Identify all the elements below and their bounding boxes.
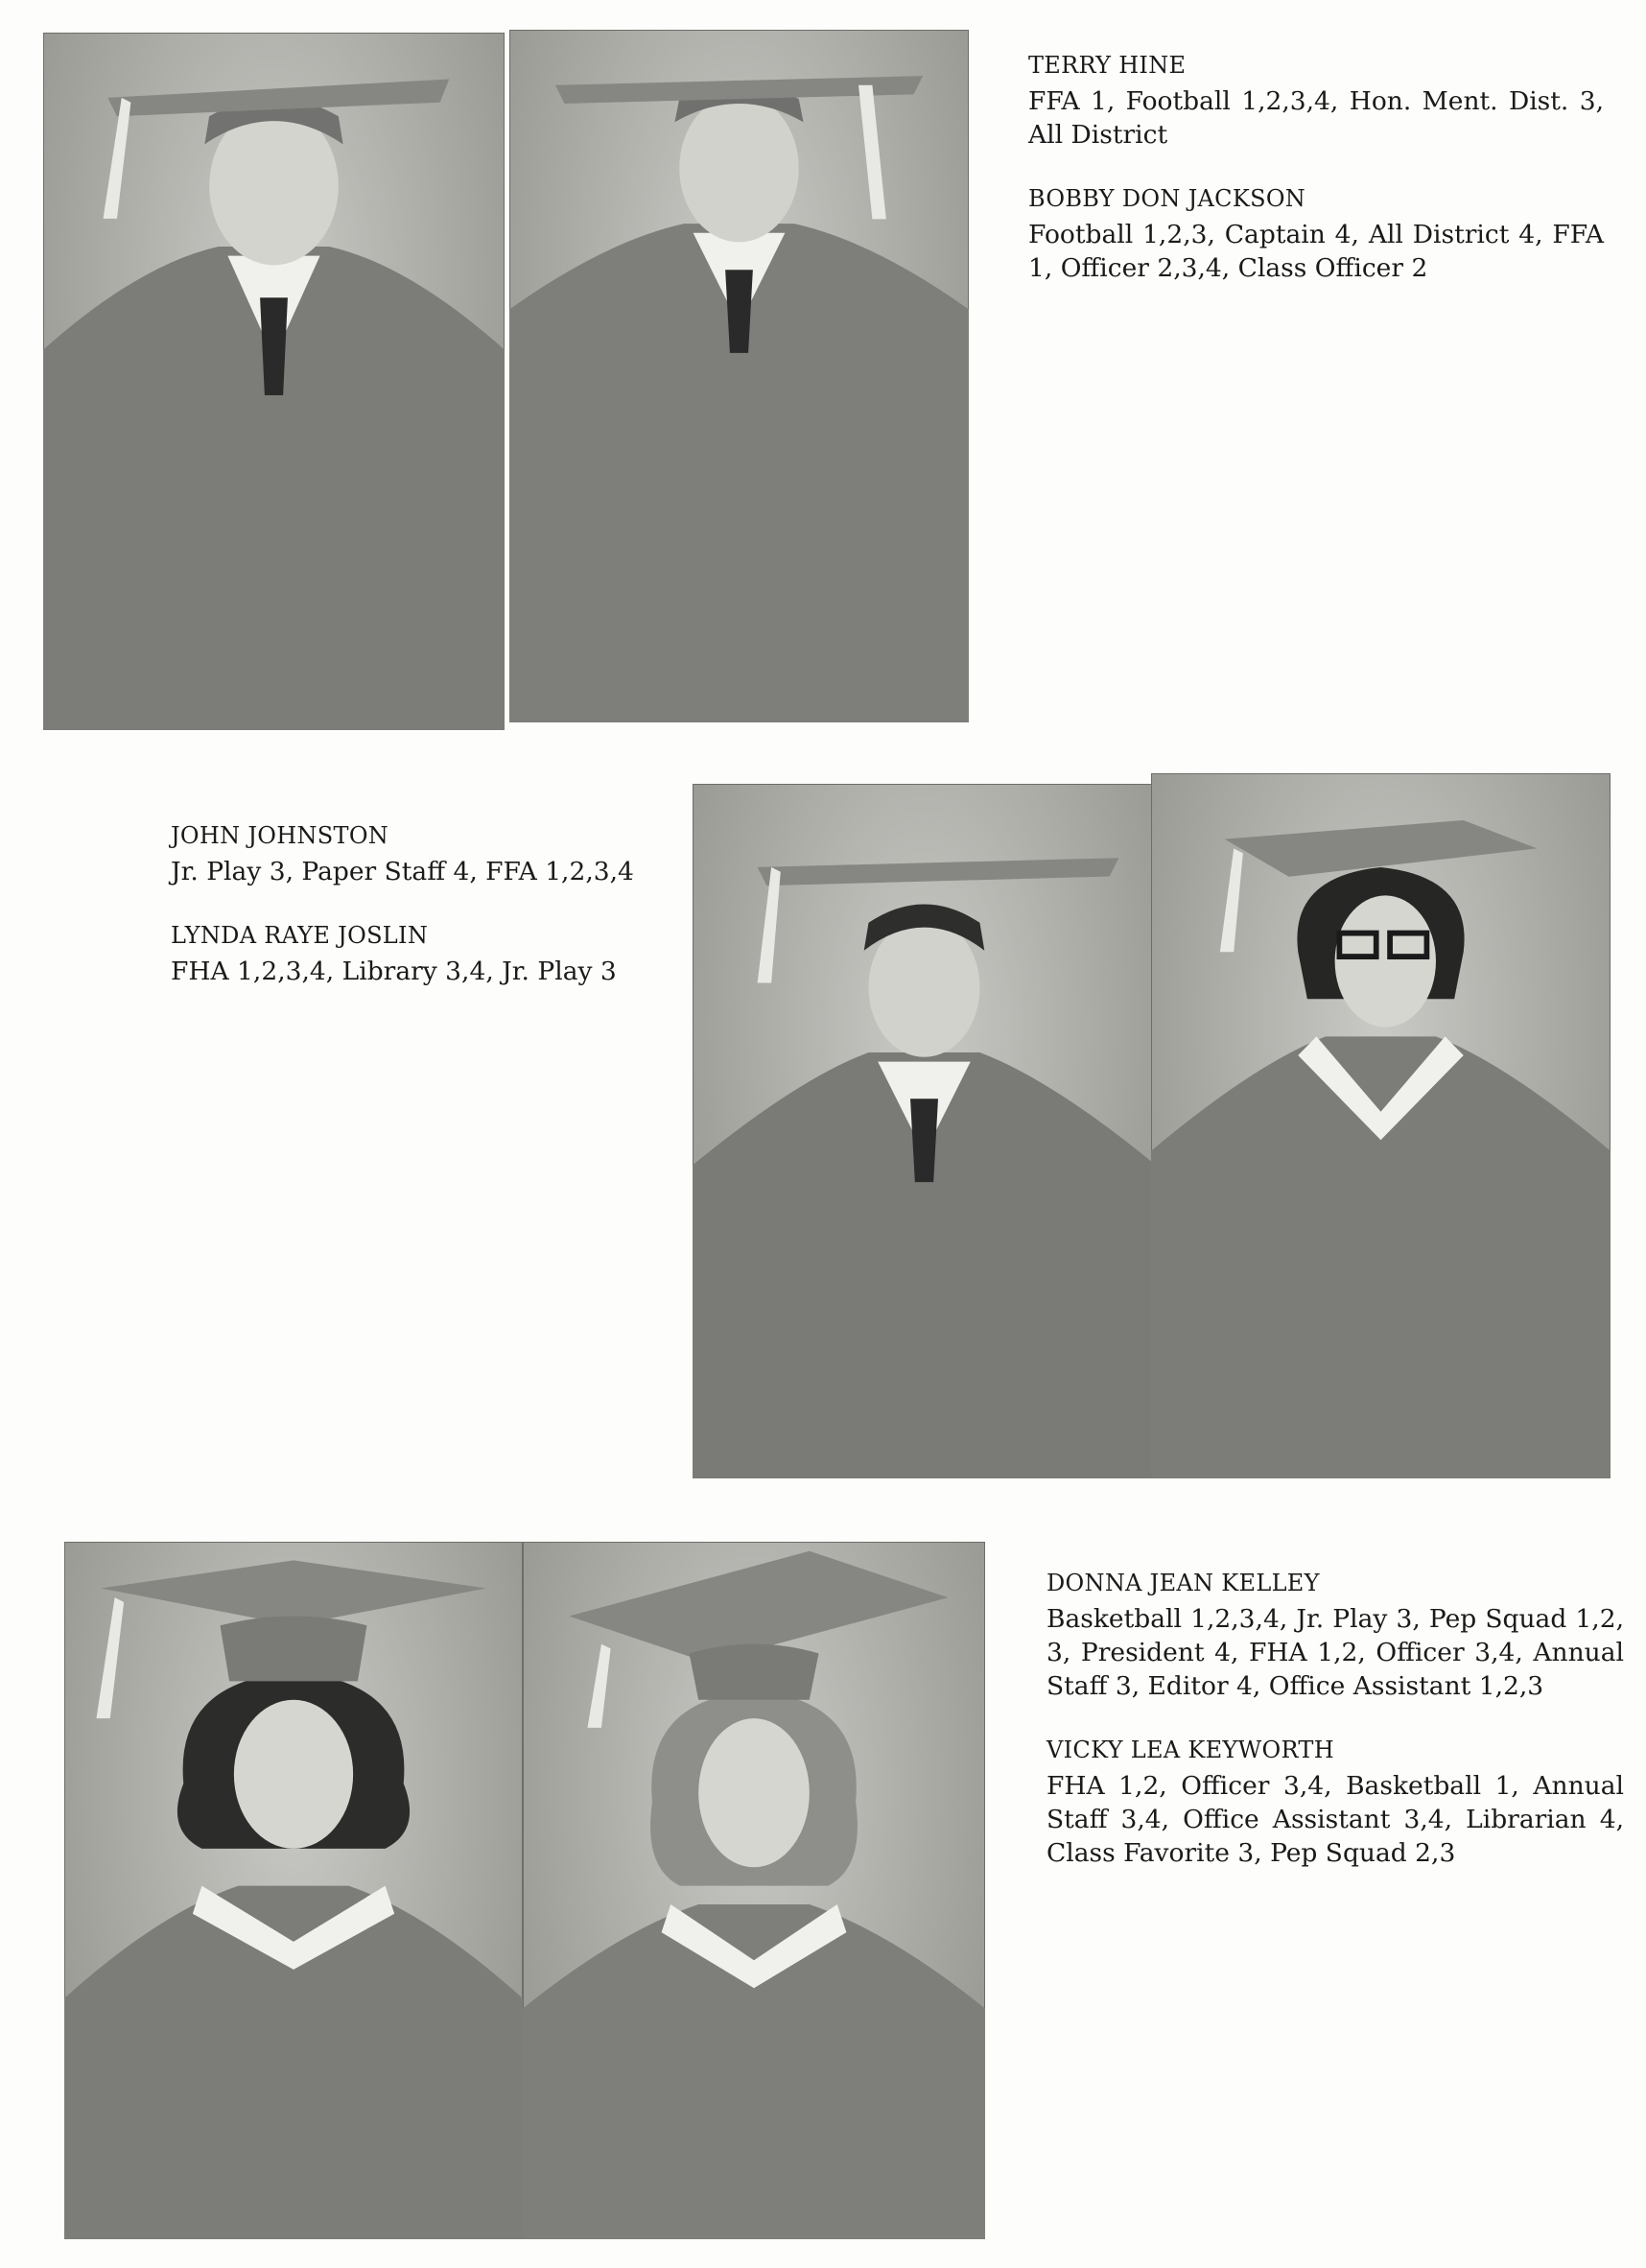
student-bio xyxy=(1046,1734,1624,1870)
student-activities: Football 1,2,3, Captain 4, All District 4, FFA 1, Officer 2,3,4, Class Officer 2 xyxy=(1028,220,1604,283)
student-activities: Jr. Play 3, Paper Staff 4, FFA 1,2,3,4 xyxy=(171,857,634,886)
student-activities: FHA 1,2,3,4, Library 3,4, Jr. Play 3 xyxy=(171,957,617,986)
portrait-vicky-lea-keyworth xyxy=(523,1542,985,2239)
student-name: JOHN JOHNSTON xyxy=(171,822,389,849)
student-activities: FHA 1,2, Officer 3,4, Basketball 1, Annual Staff 3,4, Office Assistant 3,4, Librarian 4, Class Favorite 3, Pep Squad 2,3 xyxy=(1046,1771,1624,1868)
student-bio xyxy=(171,919,670,988)
portrait-donna-jean-kelley xyxy=(64,1542,523,2239)
student-bio xyxy=(1028,49,1604,152)
portrait-terry-hine xyxy=(43,33,505,730)
student-bio xyxy=(1046,1567,1624,1703)
student-name: TERRY HINE xyxy=(1028,52,1187,79)
student-bio xyxy=(171,819,670,888)
portrait-lynda-raye-joslin xyxy=(1151,773,1611,1478)
student-activities: Basketball 1,2,3,4, Jr. Play 3, Pep Squad 1,2, 3, President 4, FHA 1,2, Officer 3,4, Annual Staff 3, Editor 4, Office Assistant 1,2,3 xyxy=(1046,1604,1624,1701)
portrait-bobby-don-jackson xyxy=(509,30,969,722)
bio-group-top xyxy=(1028,49,1604,285)
portrait-john-johnston xyxy=(693,784,1156,1478)
student-activities: FFA 1, Football 1,2,3,4, Hon. Ment. Dist. 3, All District xyxy=(1028,86,1604,150)
student-name: BOBBY DON JACKSON xyxy=(1028,185,1306,212)
student-name: LYNDA RAYE JOSLIN xyxy=(171,922,429,949)
bio-group-bottom xyxy=(1046,1567,1624,1870)
student-name: VICKY LEA KEYWORTH xyxy=(1046,1736,1334,1763)
bio-group-middle xyxy=(171,819,670,988)
student-name: DONNA JEAN KELLEY xyxy=(1046,1570,1320,1596)
student-bio xyxy=(1028,182,1604,285)
